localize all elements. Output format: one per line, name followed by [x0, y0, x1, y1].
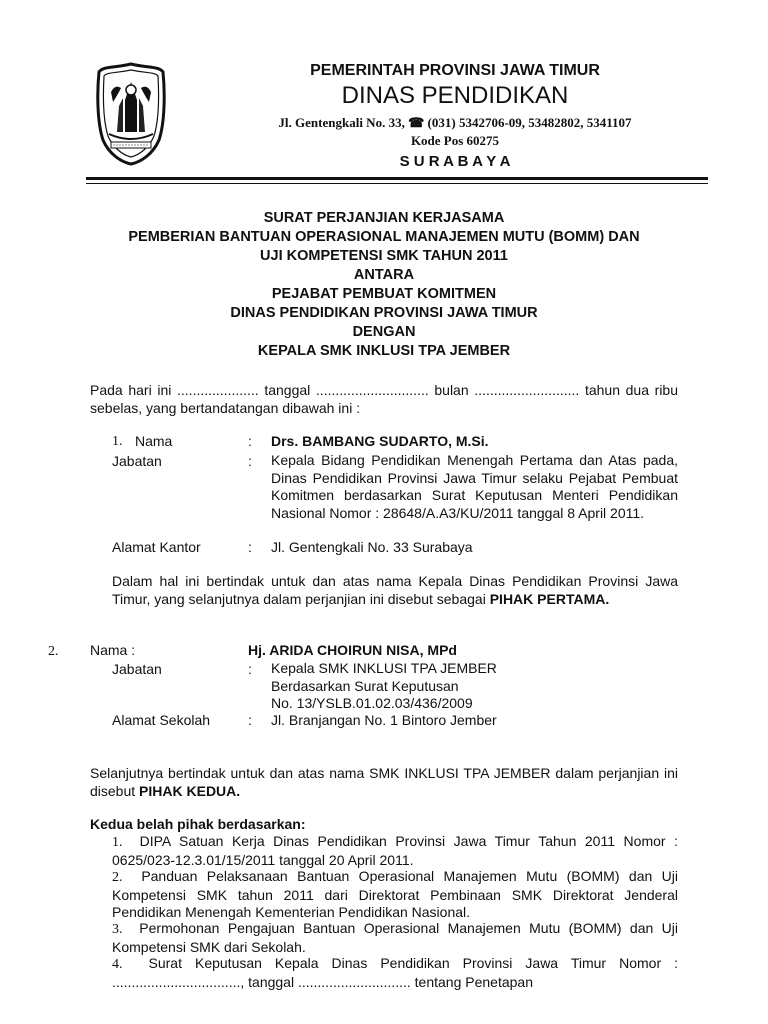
letterhead-gov: PEMERINTAH PROVINSI JAWA TIMUR: [310, 62, 600, 79]
party2-jabatan-line: Kepala SMK INKLUSI TPA JEMBER: [271, 660, 497, 676]
colon: :: [248, 661, 252, 677]
party2-name-value: Hj. ARIDA CHOIRUN NISA, MPd: [248, 642, 457, 658]
party2-jabatan-line: No. 13/YSLB.01.02.03/436/2009: [271, 695, 473, 711]
east-java-emblem: [95, 62, 167, 166]
party2-name-label: Nama :: [90, 642, 136, 658]
colon: :: [248, 712, 252, 728]
basis-item-4: [112, 955, 678, 991]
title-line: UJI KOMPETENSI SMK TAHUN 2011: [260, 248, 508, 264]
title-line: KEPALA SMK INKLUSI TPA JEMBER: [257, 343, 511, 359]
party1-name-value: Drs. BAMBANG SUDARTO, M.Si.: [271, 433, 489, 449]
party1-alamat-value: Jl. Gentengkali No. 33 Surabaya: [271, 539, 473, 555]
document-title: [80, 209, 688, 361]
colon: :: [248, 433, 252, 449]
title-line: PEMBERIAN BANTUAN OPERASIONAL MANAJEMEN MUTU (BOMM) DAN: [128, 229, 640, 245]
party1-designation: PIHAK PERTAMA.: [489, 590, 610, 607]
basis-item-3: [112, 920, 678, 956]
basis-item-text: Panduan Pelaksanaan Bantuan Operasional Manajemen Mutu (BOMM) dan Uji Kompetensi SMK tahun 2011 dari Direktorat Pembinaan SMK Direktorat Jenderal Pendidikan Menengah Kementerian Pendidikan Nasional.: [112, 868, 678, 920]
letterhead-postal: Kode Pos 60275: [410, 133, 500, 148]
title-line: PEJABAT PEMBUAT KOMITMEN: [271, 286, 497, 302]
colon: :: [248, 453, 252, 469]
party1-jabatan-label: Jabatan: [112, 453, 162, 469]
title-line: ANTARA: [353, 267, 415, 283]
basis-item-number: 2.: [112, 870, 123, 885]
party1-statement-text: Dalam hal ini bertindak untuk dan atas nama Kepala Dinas Pendidikan Provinsi Jawa Timur, yang selanjutnya dalam perjanjian ini disebut sebagai: [112, 573, 678, 607]
address-street: Jl. Gentengkali No. 33,: [278, 115, 405, 130]
basis-item-number: 1.: [112, 835, 123, 850]
party2-alamat-label: Alamat Sekolah: [112, 712, 211, 728]
phone-icon: ☎: [408, 115, 425, 130]
party1-alamat-label: Alamat Kantor: [112, 539, 201, 555]
party2-number: 2.: [48, 644, 59, 659]
address-phone: (031) 5342706-09, 53482802, 5341107: [427, 115, 632, 130]
party2-statement-text: Selanjutnya bertindak untuk dan atas nama SMK INKLUSI TPA JEMBER dalam perjanjian ini disebut: [90, 765, 678, 799]
basis-item-number: 3.: [112, 922, 123, 937]
title-line: DINAS PENDIDIKAN PROVINSI JAWA TIMUR: [230, 305, 538, 321]
party1-jabatan-value: Kepala Bidang Pendidikan Menengah Pertama dan Atas pada, Dinas Pendidikan Provinsi Jawa Timur selaku Pejabat Pembuat Komitmen berdasarkan Surat Keputusan Menteri Pendidikan Nasional Nomor : 28648/A.A3/KU/2011 tanggal 8 April 2011.: [271, 452, 678, 521]
title-line: SURAT PERJANJIAN KERJASAMA: [263, 210, 505, 226]
basis-item-text: Surat Keputusan Kepala Dinas Pendidikan Provinsi Jawa Timur Nomor : ................................., tanggal ............................. tentang Penetapan: [112, 955, 678, 990]
basis-item-text: Permohonan Pengajuan Bantuan Operasional Manajemen Mutu (BOMM) dan Uji Kompetensi SMK dari Sekolah.: [112, 920, 678, 955]
party2-designation: PIHAK KEDUA.: [139, 782, 241, 799]
letterhead-rule-thick: [86, 177, 708, 180]
colon: :: [248, 539, 252, 555]
basis-item-1: [112, 833, 678, 869]
basis-item-number: 4.: [112, 957, 123, 972]
party1-name-label: Nama: [135, 433, 173, 449]
party2-alamat-value: Jl. Branjangan No. 1 Bintoro Jember: [271, 712, 497, 728]
party1-statement: [112, 573, 678, 608]
party1-number: 1.: [112, 434, 123, 449]
letterhead-address: [200, 115, 710, 131]
basis-item-text: DIPA Satuan Kerja Dinas Pendidikan Provinsi Jawa Timur Tahun 2011 Nomor : 0625/023-12.3.01/15/2011 tanggal 20 April 2011.: [112, 833, 678, 868]
basis-item-2: [112, 868, 678, 922]
basis-heading: Kedua belah pihak berdasarkan:: [90, 816, 306, 832]
letterhead-office: DINAS PENDIDIKAN: [341, 82, 569, 109]
party2-jabatan-label: Jabatan: [112, 661, 162, 677]
letterhead-rule-thin: [86, 183, 708, 184]
party2-jabatan-value: [271, 660, 678, 713]
letterhead-city: S U R A B A Y A: [399, 153, 511, 170]
intro-paragraph: Pada hari ini ..................... tanggal ............................. bulan ........................... tahun dua ribu sebelas, yang bertandatangan dibawah ini :: [90, 382, 678, 416]
party2-jabatan-line: Berdasarkan Surat Keputusan: [271, 677, 459, 694]
title-line: DENGAN: [352, 324, 416, 340]
party2-statement: [90, 765, 678, 800]
